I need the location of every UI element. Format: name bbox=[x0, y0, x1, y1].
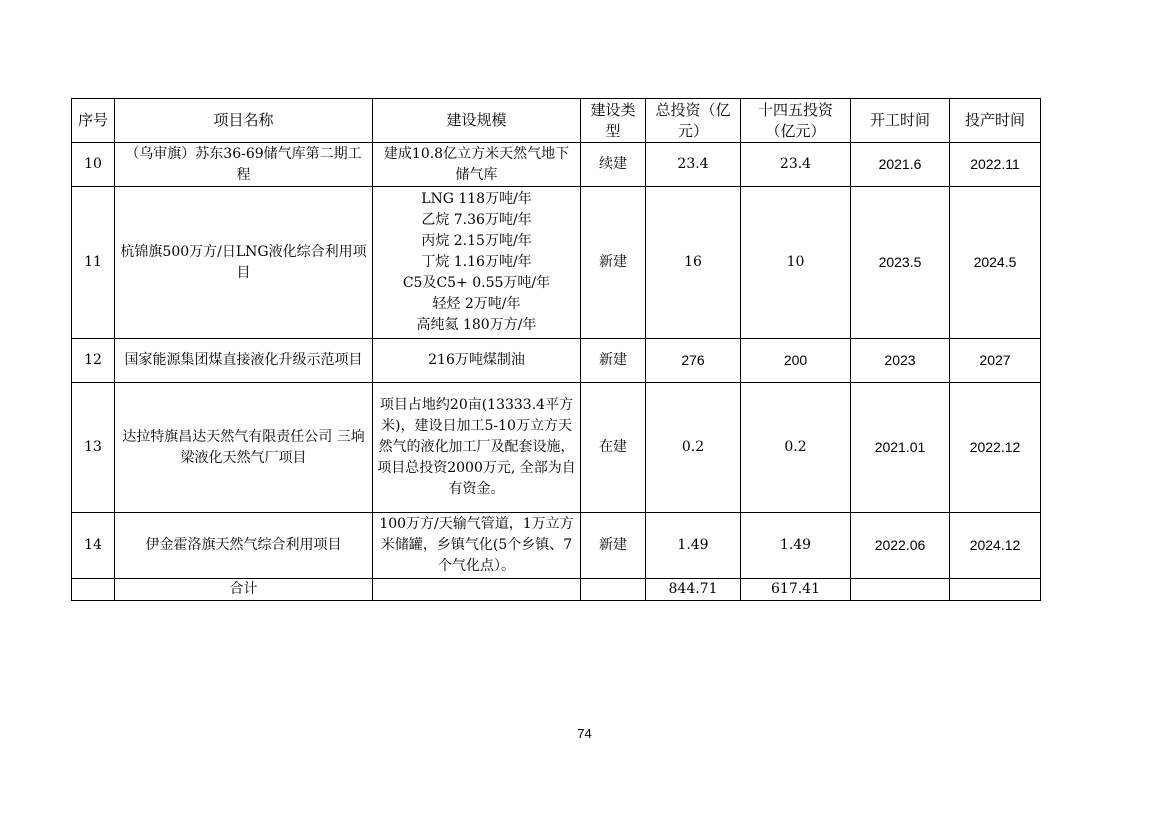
cell-index: 13 bbox=[72, 383, 115, 513]
cell-prod: 2022.11 bbox=[950, 143, 1041, 187]
scale-line: 轻烃 2万吨/年 bbox=[432, 296, 521, 312]
cell-name: （乌审旗）苏东36-69储气库第二期工程 bbox=[115, 143, 373, 187]
scale-line: 乙烷 7.36万吨/年 bbox=[421, 212, 532, 228]
table-row bbox=[72, 339, 1041, 383]
cell-scale bbox=[373, 187, 581, 339]
cell-plan: 0.2 bbox=[741, 383, 851, 513]
cell-scale: 建成10.8亿立方米天然气地下储气库 bbox=[373, 143, 581, 187]
cell-total: 23.4 bbox=[646, 143, 741, 187]
cell-prod: 2027 bbox=[950, 339, 1041, 383]
header-production-time: 投产时间 bbox=[950, 99, 1041, 143]
cell-plan: 10 bbox=[741, 187, 851, 339]
header-type: 建设类型 bbox=[581, 99, 646, 143]
cell-prod: 2022.12 bbox=[950, 383, 1041, 513]
cell-type: 续建 bbox=[581, 143, 646, 187]
cell-scale: 216万吨煤制油 bbox=[373, 339, 581, 383]
plan-investment-sum: 617.41 bbox=[741, 579, 851, 601]
header-scale: 建设规模 bbox=[373, 99, 581, 143]
total-label: 合计 bbox=[115, 579, 373, 601]
cell-scale: 项目占地约20亩(13333.4平方米)，建设日加工5-10万立方天然气的液化加工厂及配套设施，项目总投资2000万元, 全部为自有资金。 bbox=[373, 383, 581, 513]
cell-start: 2021.01 bbox=[851, 383, 950, 513]
cell-type: 新建 bbox=[581, 339, 646, 383]
table-row bbox=[72, 513, 1041, 579]
header-index: 序号 bbox=[72, 99, 115, 143]
cell-index: 12 bbox=[72, 339, 115, 383]
table-row bbox=[72, 143, 1041, 187]
header-name: 项目名称 bbox=[115, 99, 373, 143]
cell-plan: 23.4 bbox=[741, 143, 851, 187]
scale-line: C5及C5+ 0.55万吨/年 bbox=[402, 275, 551, 291]
project-table bbox=[71, 98, 1041, 601]
cell-total: 0.2 bbox=[646, 383, 741, 513]
header-total-investment: 总投资（亿元） bbox=[646, 99, 741, 143]
table-row bbox=[72, 187, 1041, 339]
table-header-row bbox=[72, 99, 1041, 143]
scale-line: LNG 118万吨/年 bbox=[421, 191, 532, 207]
cell-scale: 100万方/天输气管道，1万立方米储罐，乡镇气化(5个乡镇、7个气化点）。 bbox=[373, 513, 581, 579]
cell-name: 杭锦旗500万方/日LNG液化综合利用项目 bbox=[115, 187, 373, 339]
cell-prod: 2024.5 bbox=[950, 187, 1041, 339]
header-plan-investment: 十四五投资（亿元） bbox=[741, 99, 851, 143]
cell-name: 伊金霍洛旗天然气综合利用项目 bbox=[115, 513, 373, 579]
scale-line: 高纯氦 180万方/年 bbox=[416, 317, 537, 333]
cell-start: 2022.06 bbox=[851, 513, 950, 579]
cell-total: 16 bbox=[646, 187, 741, 339]
cell-plan: 200 bbox=[741, 339, 851, 383]
header-start-time: 开工时间 bbox=[851, 99, 950, 143]
cell-index: 14 bbox=[72, 513, 115, 579]
cell-plan: 1.49 bbox=[741, 513, 851, 579]
page-number: 74 bbox=[577, 726, 592, 741]
cell-index: 10 bbox=[72, 143, 115, 187]
cell-prod: 2024.12 bbox=[950, 513, 1041, 579]
cell-type: 新建 bbox=[581, 513, 646, 579]
cell-total: 276 bbox=[646, 339, 741, 383]
scale-line: 丁烷 1.16万吨/年 bbox=[421, 254, 532, 270]
cell-name: 国家能源集团煤直接液化升级示范项目 bbox=[115, 339, 373, 383]
cell-start: 2023.5 bbox=[851, 187, 950, 339]
total-investment-sum: 844.71 bbox=[646, 579, 741, 601]
table-row bbox=[72, 383, 1041, 513]
cell-type: 新建 bbox=[581, 187, 646, 339]
scale-line: 丙烷 2.15万吨/年 bbox=[421, 233, 532, 249]
cell-total: 1.49 bbox=[646, 513, 741, 579]
cell-index: 11 bbox=[72, 187, 115, 339]
total-row bbox=[72, 579, 1041, 601]
cell-start: 2023 bbox=[851, 339, 950, 383]
cell-type: 在建 bbox=[581, 383, 646, 513]
cell-name: 达拉特旗昌达天然气有限责任公司 三垧梁液化天然气厂项目 bbox=[115, 383, 373, 513]
cell-start: 2021.6 bbox=[851, 143, 950, 187]
